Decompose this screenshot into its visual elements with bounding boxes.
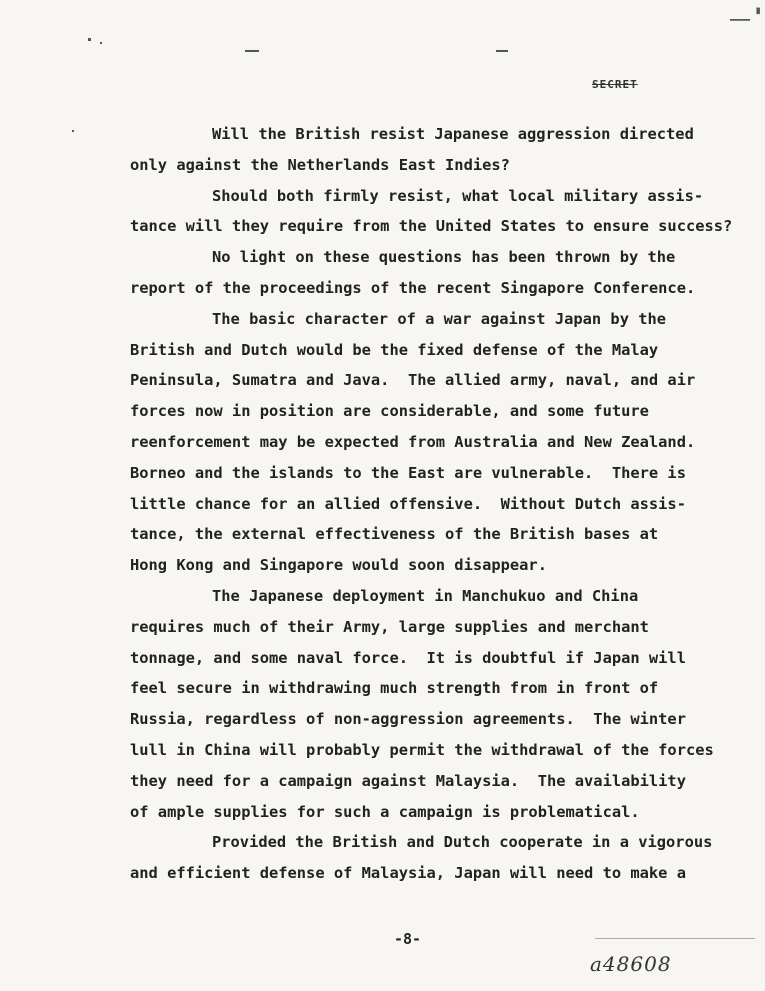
text-line: Peninsula, Sumatra and Java. The allied army, naval, and air: [130, 371, 696, 390]
text-line: report of the proceedings of the recent Singapore Conference.: [130, 278, 696, 297]
text-line: and efficient defense of Malaysia, Japan will need to make a: [130, 864, 686, 883]
text-line: feel secure in withdrawing much strength from in front of: [130, 679, 659, 698]
scan-speck: [100, 42, 102, 44]
text-line: lull in China will probably permit the withdrawal of the forces: [130, 740, 714, 759]
classification-stamp: SECRET: [592, 78, 638, 91]
scan-speck: [245, 50, 259, 52]
handwritten-document-number: a48608: [590, 952, 672, 976]
text-line: of ample supplies for such a campaign is problematical.: [130, 802, 640, 821]
text-line: little chance for an allied offensive. Without Dutch assis-: [130, 494, 686, 513]
document-body: [130, 119, 740, 889]
scan-speck: [72, 130, 74, 132]
scan-speck: [496, 50, 508, 52]
text-line: Russia, regardless of non-aggression agreements. The winter: [130, 710, 686, 729]
text-line: Will the British resist Japanese aggression directed: [212, 125, 694, 143]
text-line: tance, the external effectiveness of the British bases at: [130, 525, 659, 544]
text-line: Should both firmly resist, what local military assis-: [212, 186, 704, 205]
text-line: Hong Kong and Singapore would soon disappear.: [130, 556, 547, 575]
footer-rule: [595, 938, 755, 939]
text-line: British and Dutch would be the fixed defense of the Malay: [130, 340, 659, 359]
text-line: reenforcement may be expected from Australia and New Zealand.: [130, 432, 696, 451]
text-line: No light on these questions has been thrown by the: [212, 248, 676, 267]
scan-speck: [88, 38, 91, 41]
text-line: forces now in position are considerable, and some future: [130, 402, 649, 421]
page-number: -8-: [394, 930, 422, 948]
text-line: tonnage, and some naval force. It is doubtful if Japan will: [130, 648, 686, 667]
text-line: only against the Netherlands East Indies?: [130, 155, 510, 174]
text-line: requires much of their Army, large supplies and merchant: [130, 617, 649, 636]
text-line: Provided the British and Dutch cooperate in a vigorous: [212, 833, 713, 852]
corner-scan-mark: ▁▁▁ ▘: [730, 8, 764, 21]
text-line: they need for a campaign against Malaysia. The availability: [130, 771, 686, 790]
text-line: The basic character of a war against Japan by the: [212, 309, 667, 328]
text-line: The Japanese deployment in Manchukuo and China: [212, 586, 639, 605]
text-line: tance will they require from the United States to ensure success?: [130, 217, 733, 236]
text-line: Borneo and the islands to the East are vulnerable. There is: [130, 463, 686, 482]
